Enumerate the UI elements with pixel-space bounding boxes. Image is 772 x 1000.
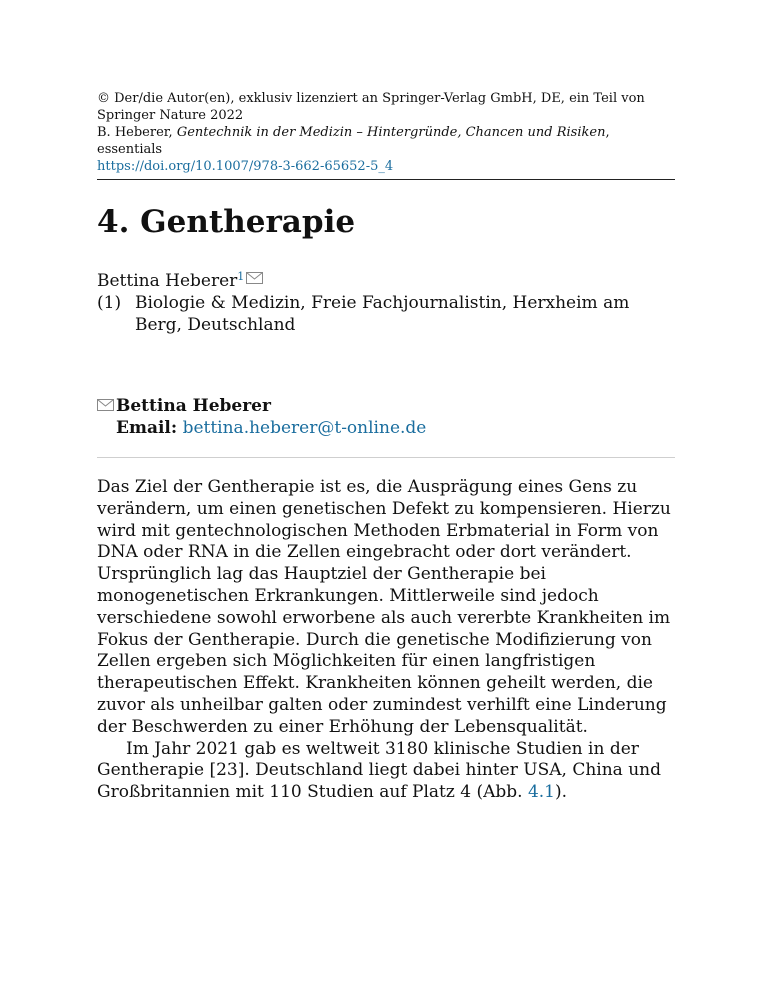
paragraph: [97, 739, 675, 804]
email-label: Email:: [116, 418, 178, 438]
author-line: [97, 266, 675, 292]
envelope-icon[interactable]: [246, 268, 263, 290]
chapter-header: [97, 90, 675, 180]
email-link[interactable]: bettina.heberer@t-online.de: [182, 418, 427, 438]
figure-reference-link[interactable]: 4.1: [527, 782, 555, 803]
envelope-icon: [97, 395, 114, 417]
affiliation-text: Biologie & Medizin, Freie Fachjournalistin, Herxheim am Berg, Deutschland: [135, 293, 630, 335]
doi-link[interactable]: https://doi.org/10.1007/978-3-662-65652-5_4: [97, 159, 394, 174]
contact-name: Bettina Heberer: [116, 396, 271, 416]
citation-prefix: B. Heberer,: [97, 125, 177, 140]
affiliation-number: (1): [97, 293, 122, 313]
citation: [97, 124, 675, 158]
paragraph-text: Im Jahr 2021 gab es weltweit 3180 klinische Studien in der Gentherapie [23]. Deutschland liegt dabei hinter USA, China und Großbritannien mit 110 Studien auf Platz 4 (Abb.: [97, 738, 661, 803]
book-title: Gentechnik in der Medizin – Hintergründe, Chancen und Risiken: [176, 125, 606, 140]
chapter-body: [97, 477, 675, 804]
citation-suffix: , essentials: [97, 125, 610, 157]
affiliation-marker[interactable]: 1: [237, 270, 245, 283]
contact-email-line: [97, 417, 675, 439]
affiliation: [97, 292, 675, 336]
copyright-notice: © Der/die Autor(en), exklusiv lizenziert an Springer-Verlag GmbH, DE, ein Teil von Springer Nature 2022: [97, 91, 645, 123]
document-page: [97, 90, 675, 804]
contact-name-line: [97, 395, 675, 417]
paragraph: Das Ziel der Gentherapie ist es, die Ausprägung eines Gens zu verändern, um einen genetischen Defekt zu kompensieren. Hierzu wird mit gentechnologischen Methoden Erbmaterial in Form von DNA oder RNA in die Zellen eingebracht oder dort verändert. Ursprünglich lag das Hauptziel der Gentherapie bei monogenetischen Erkrankungen. Mittlerweile sind jedoch verschiedene sowohl erworbene als auch vererbte Krankheiten im Fokus der Gentherapie. Durch die genetische Modifizierung von Zellen ergeben sich Möglichkeiten für einen langfristigen therapeutischen Effekt. Krankheiten können geheilt werden, die zuvor als unheilbar galten oder zumindest verhilft eine Linderung der Beschwerden zu einer Erhöhung der Lebensqualität.: [97, 477, 671, 737]
contact-block: [97, 395, 675, 439]
header-divider: [97, 179, 675, 180]
paragraph-text-end: ).: [555, 782, 568, 803]
chapter-title: 4. Gentherapie: [97, 204, 356, 240]
contact-divider: [97, 457, 675, 458]
author-name: Bettina Heberer: [97, 271, 238, 291]
